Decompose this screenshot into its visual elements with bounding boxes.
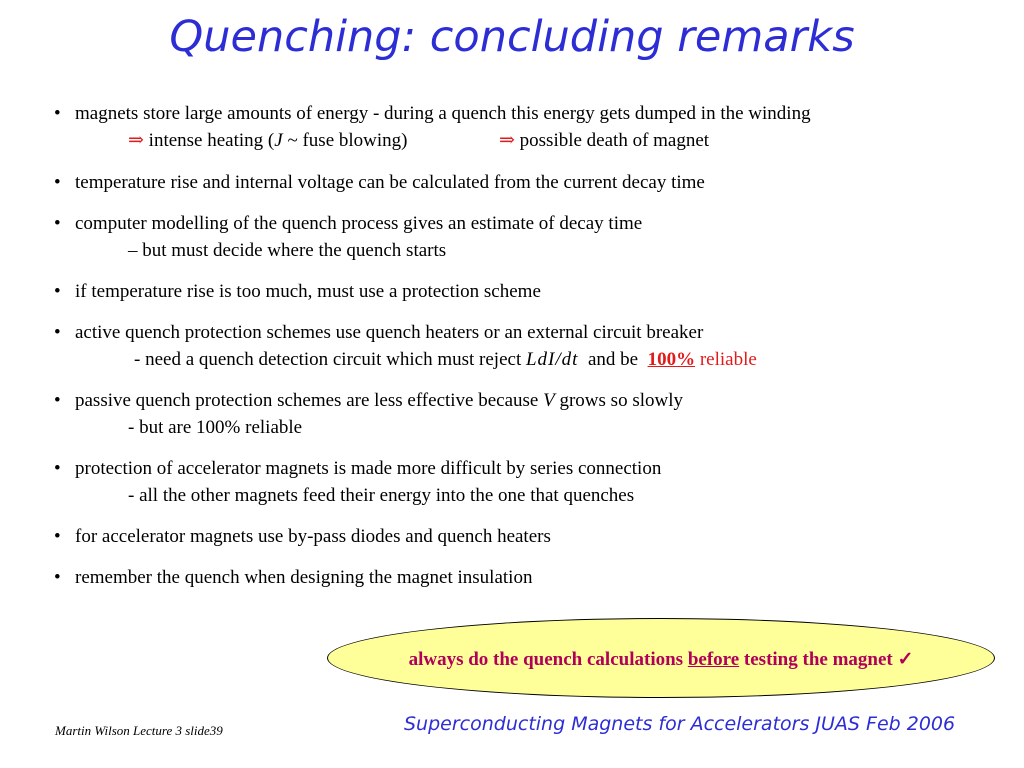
implies-arrow-icon: ⇒ <box>128 130 144 151</box>
bullet-marker: • <box>54 213 61 234</box>
bullet-marker: • <box>54 458 61 479</box>
bullet-marker: • <box>54 567 61 588</box>
callout-text <box>327 648 995 671</box>
slide-title: Quenching: concluding remarks <box>169 12 855 62</box>
callout-post: testing the magnet <box>743 649 893 670</box>
bullet-1-sub <box>128 130 709 152</box>
passive-text-pre: passive quench protection schemes are less effective because <box>75 390 539 411</box>
bullet-5-sub <box>134 349 757 371</box>
bullet-7-text: protection of accelerator magnets is made more difficult by series connection <box>75 458 662 479</box>
voltage-symbol: V <box>543 390 555 411</box>
callout-pre: always do the quench calculations <box>408 649 684 670</box>
detection-text: - need a quench detection circuit which must reject <box>134 349 522 370</box>
bullet-marker: • <box>54 172 61 193</box>
bullet-3-sub: – but must decide where the quench starts <box>128 240 447 261</box>
checkmark-icon: ✓ <box>897 649 914 670</box>
inductive-voltage-formula: LdI/dt <box>525 349 579 370</box>
bullet-8-text: for accelerator magnets use by-pass diodes and quench heaters <box>75 526 551 547</box>
hundred-percent-emphasis: 100% <box>647 349 696 370</box>
bullet-marker: • <box>54 526 61 547</box>
heating-text-pre: intense heating ( <box>148 130 275 151</box>
bullet-marker: • <box>54 390 61 411</box>
passive-text-post: grows so slowly <box>559 390 683 411</box>
bullet-marker: • <box>54 281 61 302</box>
bullet-9-text: remember the quench when designing the magnet insulation <box>75 567 533 588</box>
bullet-3-text: computer modelling of the quench process gives an estimate of decay time <box>75 213 643 234</box>
bullet-marker: • <box>54 103 61 124</box>
implies-arrow-icon-2: ⇒ <box>498 130 515 151</box>
footer-author: Martin Wilson Lecture 3 slide39 <box>55 723 223 738</box>
bullet-7-sub: - all the other magnets feed their energy into the one that quenches <box>128 485 635 506</box>
bullet-5-text: active quench protection schemes use quench heaters or an external circuit breaker <box>75 322 704 343</box>
bullet-1-text: magnets store large amounts of energy - during a quench this energy gets dumped in the winding <box>75 103 811 124</box>
and-be-text: and be <box>587 349 639 370</box>
footer-course: Superconducting Magnets for Accelerators JUAS Feb 2006 <box>404 713 956 735</box>
bullet-6-sub: - but are 100% reliable <box>128 417 303 438</box>
bullet-marker: • <box>54 322 61 343</box>
current-density-symbol: J <box>274 130 283 151</box>
callout-before: before <box>687 649 740 670</box>
bullet-6-text <box>75 390 683 412</box>
reliable-text: reliable <box>699 349 757 370</box>
bullet-2-text: temperature rise and internal voltage can be calculated from the current decay time <box>75 172 705 193</box>
heating-text-post: ~ fuse blowing) <box>282 130 408 151</box>
bullet-4-text: if temperature rise is too much, must use a protection scheme <box>75 281 541 302</box>
magnet-death-text: possible death of magnet <box>519 130 710 151</box>
